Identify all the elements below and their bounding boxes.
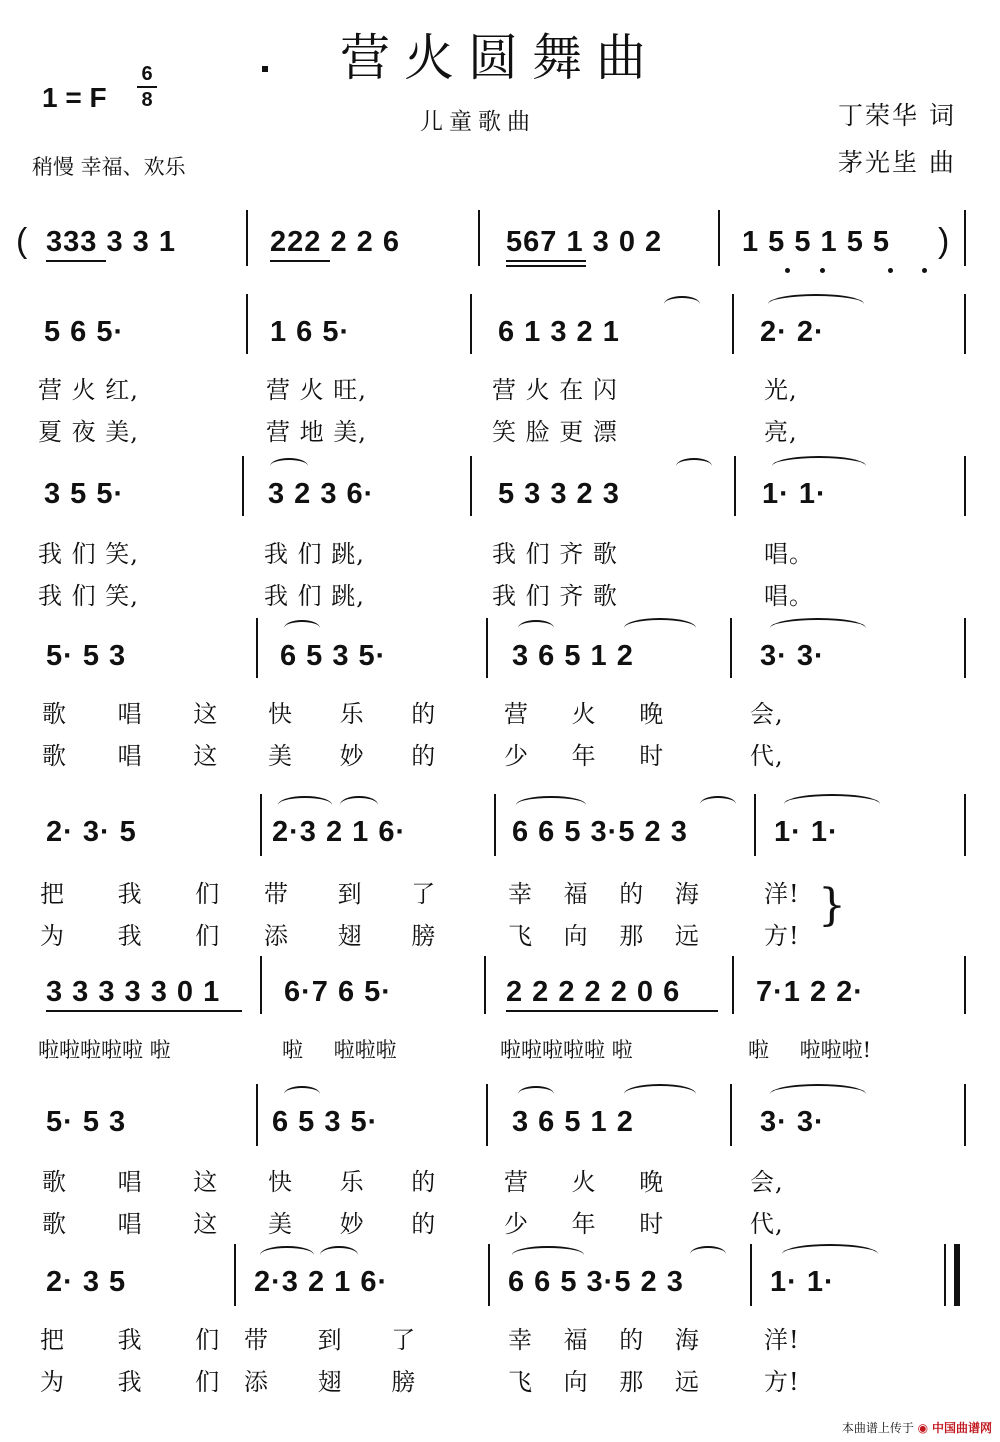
measure-6-3: 3 6 5 1 2 <box>512 1106 634 1138</box>
lyric-4-1: 把 我 们 <box>40 880 221 908</box>
bar-line <box>750 1244 752 1306</box>
lyric2-4-2: 添 翅 膀 <box>264 922 437 950</box>
tie-arc <box>772 456 866 476</box>
bar-line <box>734 456 736 516</box>
underline-eighth <box>46 260 106 262</box>
composer-credit: 茅光坒 曲 <box>838 148 956 177</box>
measure-2-4: 1· 1· <box>762 478 827 510</box>
measure-1-1: 5 6 5· <box>44 316 125 348</box>
measure-5-1: 3 3 3 3 3 0 1 <box>46 976 221 1008</box>
bar-line <box>718 210 720 266</box>
slur-arc <box>270 458 308 474</box>
underline-sixteenth <box>506 265 586 267</box>
time-numerator: 6 <box>141 63 153 85</box>
lyric-2-3: 我 们 齐 歌 <box>492 540 618 568</box>
lyric2-3-4: 代, <box>750 742 784 770</box>
bar-line <box>484 956 486 1014</box>
bar-line <box>494 794 496 856</box>
measure-2-3: 5 3 3 2 3 <box>498 478 620 510</box>
bar-line <box>260 956 262 1014</box>
time-fraction-line <box>137 86 157 88</box>
tie-arc <box>768 294 864 314</box>
underline-eighth <box>506 1010 718 1012</box>
lyric-1-3: 营 火 在 闪 <box>492 376 618 404</box>
intro-open-paren: ( <box>16 222 29 260</box>
slur-arc <box>284 1086 320 1102</box>
intro-measure-1: 333 3 3 1 <box>46 226 176 258</box>
lyricist-credit: 丁荣华 词 <box>838 101 956 130</box>
lyric2-1-3: 笑 脸 更 漂 <box>492 418 618 446</box>
measure-4-4: 1· 1· <box>774 816 839 848</box>
slur-arc <box>518 1086 554 1102</box>
lyric2-1-2: 营 地 美, <box>266 418 367 446</box>
measure-2-1: 3 5 5· <box>44 478 125 510</box>
slur-arc <box>340 796 378 814</box>
song-subtitle: 儿童歌曲 <box>420 109 536 135</box>
slur-arc <box>320 1246 358 1264</box>
measure-6-4: 3· 3· <box>760 1106 825 1138</box>
bar-line <box>470 294 472 354</box>
bar-line <box>730 1084 732 1146</box>
lower-octave-dot <box>785 268 790 273</box>
bar-line <box>964 294 966 354</box>
measure-4-3: 6 6 5 3·5 2 3 <box>512 816 688 848</box>
lyric-6-4: 会, <box>750 1168 784 1196</box>
lyric-7-2: 带 到 了 <box>244 1326 417 1354</box>
tie-arc <box>784 794 880 814</box>
lower-octave-dot <box>922 268 927 273</box>
lyric-3-3: 营 火 晚 <box>504 700 665 728</box>
measure-6-1: 5· 5 3 <box>46 1106 127 1138</box>
lyric2-2-1: 我 们 笑, <box>38 582 139 610</box>
bar-line <box>246 294 248 354</box>
lyric2-6-3: 少 年 时 <box>504 1210 665 1238</box>
time-denominator: 8 <box>141 89 153 111</box>
lyric-7-1: 把 我 们 <box>40 1326 221 1354</box>
measure-1-4: 2· 2· <box>760 316 825 348</box>
bar-line <box>964 956 966 1014</box>
footer-brand: 中国曲谱网 <box>931 1421 992 1435</box>
slur-arc <box>690 1246 726 1262</box>
bar-line <box>964 618 966 678</box>
bar-line <box>964 210 966 266</box>
lyric2-1-4: 亮, <box>764 418 798 446</box>
music-site-logo-icon: ◉ <box>917 1421 929 1435</box>
measure-7-2: 2·3 2 1 6· <box>254 1266 389 1298</box>
lyric2-6-2: 美 妙 的 <box>268 1210 437 1238</box>
underline-eighth <box>46 1010 242 1012</box>
lyric-1-2: 营 火 旺, <box>266 376 367 404</box>
underline-eighth <box>270 260 330 262</box>
tie-arc <box>624 1084 696 1104</box>
bar-line <box>730 618 732 678</box>
lyric2-4-1: 为 我 们 <box>40 922 221 950</box>
bar-line <box>732 956 734 1014</box>
lyric-4-4: 洋! <box>764 880 800 908</box>
slur-arc <box>260 1246 314 1264</box>
lyric2-7-2: 添 翅 膀 <box>244 1368 417 1396</box>
measure-1-3: 6 1 3 2 1 <box>498 316 620 348</box>
tempo-marking: 稍慢 幸福、欢乐 <box>32 155 186 179</box>
bar-line <box>260 794 262 856</box>
lyric-1-1: 营 火 红, <box>38 376 139 404</box>
tie-arc <box>770 618 866 638</box>
slur-arc <box>664 296 700 312</box>
intro-measure-3: 567 1 3 0 2 <box>506 226 663 258</box>
slur-arc <box>700 796 736 812</box>
lyric-5-1: 啦啦啦啦啦 啦 <box>38 1038 171 1062</box>
lyric2-4-3: 飞 向 那 远 <box>508 922 700 950</box>
lyric2-7-1: 为 我 们 <box>40 1368 221 1396</box>
bar-line <box>732 294 734 354</box>
lyric-5-3: 啦啦啦啦啦 啦 <box>500 1038 633 1062</box>
measure-3-2: 6 5 3 5· <box>280 640 387 672</box>
lyric-3-4: 会, <box>750 700 784 728</box>
measure-2-2: 3 2 3 6· <box>268 478 375 510</box>
key-signature: 1 = F <box>42 82 107 113</box>
footer-text: 本曲谱上传于 <box>841 1421 914 1435</box>
final-bar-thin <box>944 1244 946 1306</box>
measure-3-1: 5· 5 3 <box>46 640 127 672</box>
measure-7-1: 2· 3 5 <box>46 1266 127 1298</box>
measure-1-2: 1 6 5· <box>270 316 351 348</box>
tie-arc <box>624 618 696 638</box>
underline-eighth <box>506 260 586 262</box>
bar-line <box>964 456 966 516</box>
slur-arc <box>518 620 554 636</box>
lyric2-6-4: 代, <box>750 1210 784 1238</box>
lyric2-3-3: 少 年 时 <box>504 742 665 770</box>
lyric-2-1: 我 们 笑, <box>38 540 139 568</box>
measure-5-4: 7·1 2 2· <box>756 976 864 1008</box>
lyric2-7-4: 方! <box>764 1368 800 1396</box>
intro-measure-4: 1 5 5 1 5 5 <box>742 226 891 258</box>
lyric-7-4: 洋! <box>764 1326 800 1354</box>
lower-octave-dot <box>820 268 825 273</box>
measure-3-4: 3· 3· <box>760 640 825 672</box>
lyric2-3-2: 美 妙 的 <box>268 742 437 770</box>
upload-credit-footer <box>842 1419 992 1436</box>
lyric2-6-1: 歌 唱 这 <box>42 1210 219 1238</box>
lyric2-2-4: 唱。 <box>764 582 814 610</box>
bar-line <box>478 210 480 266</box>
song-title: 营火圆舞曲 <box>340 29 660 87</box>
bar-line <box>242 456 244 516</box>
measure-7-3: 6 6 5 3·5 2 3 <box>508 1266 684 1298</box>
slur-arc <box>516 796 586 814</box>
measure-6-2: 6 5 3 5· <box>272 1106 379 1138</box>
lyric2-2-2: 我 们 跳, <box>264 582 365 610</box>
bar-line <box>470 456 472 516</box>
bar-line <box>486 618 488 678</box>
lyric-7-3: 幸 福 的 海 <box>508 1326 700 1354</box>
lyric-4-2: 带 到 了 <box>264 880 437 908</box>
lyric2-2-3: 我 们 齐 歌 <box>492 582 618 610</box>
tie-arc <box>770 1084 866 1104</box>
intro-measure-2: 222 2 2 6 <box>270 226 400 258</box>
bar-line <box>234 1244 236 1306</box>
lyric2-7-3: 飞 向 那 远 <box>508 1368 700 1396</box>
tie-arc <box>782 1244 878 1264</box>
measure-7-4: 1· 1· <box>770 1266 835 1298</box>
lyric-3-2: 快 乐 的 <box>268 700 437 728</box>
measure-5-2: 6·7 6 5· <box>284 976 392 1008</box>
bar-line <box>754 794 756 856</box>
bar-line <box>486 1084 488 1146</box>
lyric-3-1: 歌 唱 这 <box>42 700 219 728</box>
lyric2-3-1: 歌 唱 这 <box>42 742 219 770</box>
lower-octave-dot <box>888 268 893 273</box>
bar-line <box>256 1084 258 1146</box>
slur-arc <box>284 620 320 636</box>
bar-line <box>964 1084 966 1146</box>
measure-4-1: 2· 3· 5 <box>46 816 137 848</box>
lyric-2-4: 唱。 <box>764 540 814 568</box>
lyric-6-3: 营 火 晚 <box>504 1168 665 1196</box>
title-dot-mark <box>262 66 268 72</box>
slur-arc <box>676 458 712 474</box>
final-bar-thick <box>954 1244 960 1306</box>
slur-arc <box>278 796 332 814</box>
lyric-5-2: 啦 啦啦啦 <box>282 1038 397 1062</box>
lyric-1-4: 光, <box>764 376 798 404</box>
bar-line <box>488 1244 490 1306</box>
lyric-4-3: 幸 福 的 海 <box>508 880 700 908</box>
lyric-2-2: 我 们 跳, <box>264 540 365 568</box>
lyric-6-1: 歌 唱 这 <box>42 1168 219 1196</box>
bar-line <box>246 210 248 266</box>
verse-brace: } <box>818 880 846 931</box>
measure-4-2: 2·3 2 1 6· <box>272 816 407 848</box>
measure-3-3: 3 6 5 1 2 <box>512 640 634 672</box>
measure-5-3: 2 2 2 2 2 0 6 <box>506 976 681 1008</box>
lyric-5-4: 啦 啦啦啦! <box>748 1038 872 1062</box>
lyric2-4-4: 方! <box>764 922 800 950</box>
intro-close-paren: ) <box>938 222 951 260</box>
lyric-6-2: 快 乐 的 <box>268 1168 437 1196</box>
bar-line <box>964 794 966 856</box>
lyric2-1-1: 夏 夜 美, <box>38 418 139 446</box>
time-signature <box>137 64 157 110</box>
bar-line <box>256 618 258 678</box>
slur-arc <box>512 1246 584 1264</box>
